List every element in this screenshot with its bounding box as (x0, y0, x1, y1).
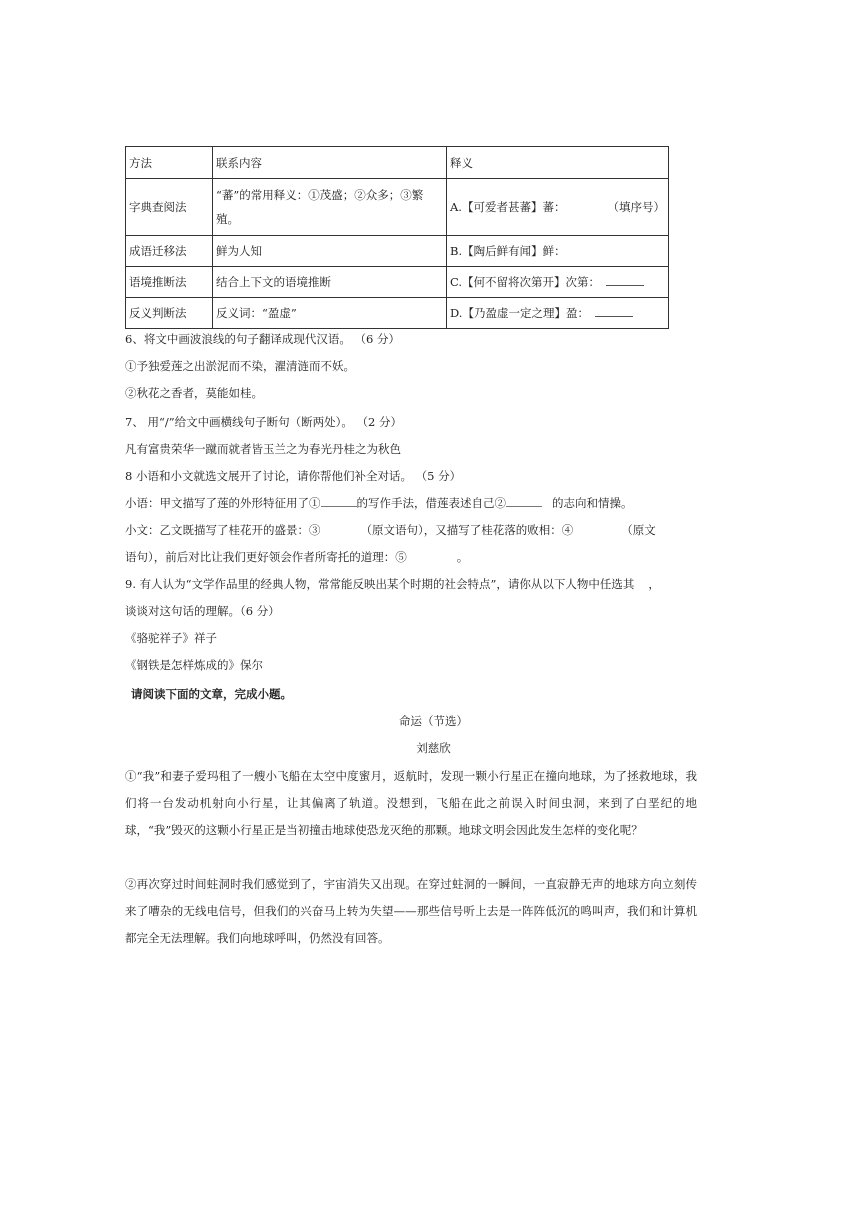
row-method: 反义判断法 (126, 298, 213, 329)
q8-xiaowen-cont: 语句），前后对比让我们更好领会作者所寄托的道理：⑤ 。 (125, 550, 469, 564)
row-content: 鲜为人知 (213, 236, 447, 267)
answer-blank (606, 273, 644, 286)
article-author: 刘慈欣 (416, 741, 451, 755)
row-method: 成语迁移法 (126, 236, 213, 267)
table-header-row (126, 147, 669, 179)
reading-instruction: 请阅读下面的文章，完成小题。 (131, 687, 292, 701)
article-title: 命运（节选） (399, 714, 468, 728)
row-meaning-text: D.【乃盈虚一定之理】盈： (450, 306, 589, 320)
q8-xiaowen: 小文：乙文既描写了桂花开的盛景：③ （原文语句），又描写了桂花落的败相：④ （原文 (125, 523, 656, 537)
row-meaning (447, 298, 669, 329)
row-meaning: B.【陶后鲜有闻】鲜： (447, 236, 669, 267)
answer-blank (595, 304, 633, 317)
q9-line-2: 谈谈对这句话的理解。（6 分） (125, 604, 280, 618)
q9-book-1: 《骆驼祥子》祥子 (125, 631, 217, 645)
row-meaning-text: A.【可爱者甚蕃】蕃： (450, 200, 566, 214)
q6-item-1: ①予独爱莲之出淤泥而不染，濯清涟而不妖。 (125, 359, 355, 373)
row-meaning (447, 267, 669, 298)
row-meaning-note: （填序号） (607, 200, 665, 214)
table-row (126, 236, 669, 267)
row-content: 反义词：“盈虚” (213, 298, 447, 329)
table-row (126, 298, 669, 329)
q8-title: 8 小语和小文就选文展开了讨论，请你帮他们补全对话。 （5 分） (125, 469, 462, 483)
q6-item-2: ②秋花之香者，莫能如桂。 (125, 386, 263, 400)
q9-book-2: 《钢铁是怎样炼成的》保尔 (125, 658, 263, 672)
answer-blank (321, 495, 357, 507)
article-paragraph-2: ②再次穿过时间蛀洞时我们感觉到了，宇宙消失又出现。在穿过蛀洞的一瞬间，一直寂静无声的地球方向立刻传来了嘈杂的无线电信号，但我们的兴奋马上转为失望——那些信号听上去是一阵阵低沉的鸣叫声，我们和计算机都完全无法理解。我们向地球呼叫，仍然没有回答。 (125, 877, 697, 945)
method-table (125, 146, 669, 329)
table-row (126, 267, 669, 298)
q6-title: 6、将文中画波浪线的句子翻译成现代汉语。 （6 分） (125, 332, 400, 346)
row-meaning-text: C.【何不留将次第开】次第： (450, 275, 601, 289)
header-method: 方法 (126, 147, 213, 179)
row-content: “蕃”的常用释义：①茂盛；②众多；③繁殖。 (213, 179, 447, 236)
table-row (126, 179, 669, 236)
row-content: 结合上下文的语境推断 (213, 267, 447, 298)
q8-xiaoyu: 小语：甲文描写了莲的外形特征用了① 的写作手法，借莲表述自己② 的志向和情操。 (125, 496, 633, 510)
row-method: 语境推断法 (126, 267, 213, 298)
header-content: 联系内容 (213, 147, 447, 179)
q9-line-1: 9. 有人认为“文学作品里的经典人物，常常能反映出某个时期的社会特点”，请你从以下人物中任选其 ， (125, 577, 660, 591)
row-meaning (447, 179, 669, 236)
q7-title: 7、 用“/”给文中画横线句子断句（断两处）。 （2 分） (125, 415, 402, 429)
q7-sentence: 凡有富贵荣华一蹴而就者皆玉兰之为春光丹桂之为秋色 (125, 442, 401, 456)
row-method: 字典查阅法 (126, 179, 213, 236)
answer-blank (506, 495, 542, 507)
header-meaning: 释义 (447, 147, 669, 179)
article-paragraph-1: ①“我”和妻子爱玛租了一艘小飞船在太空中度蜜月，返航时，发现一颗小行星正在撞向地球，为了拯救地球，我们将一台发动机射向小行星，让其偏离了轨道。没想到，飞船在此之前误入时间虫洞，来到了白垩纪的地球，“我”毁灭的这颗小行星正是当初撞击地球使恐龙灭绝的那颗。地球文明会因此发生怎样的变化呢？ (125, 769, 697, 837)
